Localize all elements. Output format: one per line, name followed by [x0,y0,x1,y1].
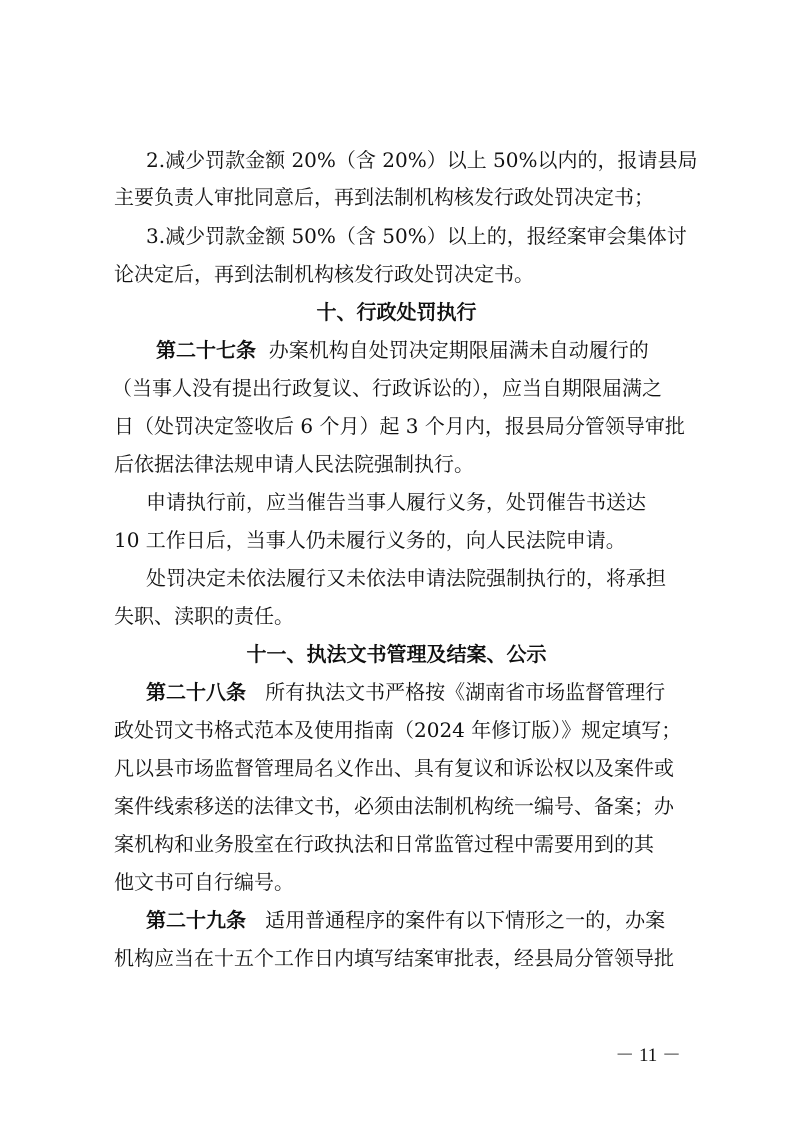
article-28-first-line [146,675,665,709]
text-line: （当事人没有提出行政复议、行政诉讼的），应当自期限届满之 [112,376,662,400]
text-line: 3.减少罚款金额 50%（含 50%）以上的，报经案审会集体讨 [146,224,687,248]
article-27-title: 第二十七条 [156,338,256,362]
article-29-first-line [146,903,665,937]
text-line: 适用普通程序的案件有以下情形之一的，办案 [265,908,666,932]
article-28-title: 第二十八条 [146,680,246,704]
section-heading-10: 十、行政处罚执行 [316,300,477,324]
text-line: 2.减少罚款金额 20%（含 20%）以上 50%以内的，报请县局 [146,148,698,172]
page-number: － 11 － [615,1045,681,1066]
text-line: 案件线索移送的法律文书，必须由法制机构统一编号、备案；办 [114,794,674,818]
article-27-first-line [156,333,649,367]
text-line: 主要负责人审批同意后，再到法制机构核发行政处罚决定书； [114,185,654,209]
article-29-title: 第二十九条 [146,908,246,932]
text-line: 论决定后，再到法制机构核发行政处罚决定书。 [114,262,534,286]
text-line: 所有执法文书严格按《湖南省市场监督管理行 [265,680,666,704]
text-line: 机构应当在十五个工作日内填写结案审批表，经县局分管领导批 [114,946,674,970]
text-line: 后依据法律法规申请人民法院强制执行。 [114,452,474,476]
section-heading-11: 十一、执法文书管理及结案、公示 [246,642,547,666]
text-line: 10 工作日后，当事人仍未履行义务的，向人民法院申请。 [114,528,626,552]
text-line: 案机构和业务股室在行政执法和日常监管过程中需要用到的其 [114,832,654,856]
text-line: 日（处罚决定签收后 6 个月）起 3 个月内，报县局分管领导审批 [114,414,685,438]
text-line: 他文书可自行编号。 [114,870,294,894]
text-line: 办案机构自处罚决定期限届满未自动履行的 [268,338,649,362]
text-line: 政处罚文书格式范本及使用指南（2024 年修订版）》规定填写； [114,718,682,742]
text-line: 申请执行前，应当催告当事人履行义务，处罚催告书送达 [146,490,646,514]
text-line: 处罚决定未依法履行又未依法申请法院强制执行的，将承担 [146,566,666,590]
text-line: 凡以县市场监督管理局名义作出、具有复议和诉讼权以及案件或 [114,756,674,780]
text-line: 失职、渎职的责任。 [114,604,294,628]
